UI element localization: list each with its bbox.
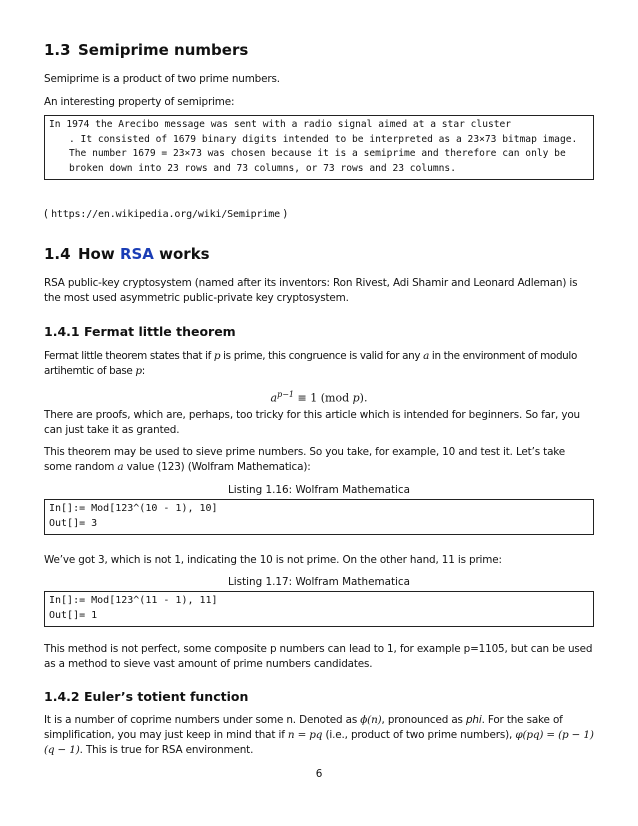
- fermat-statement: Fermat little theorem states that if p is prime, this congruence is valid for any a in the environment of modulo artihemtic of base p:: [44, 350, 577, 377]
- title-suffix: works: [153, 245, 210, 263]
- section-1-3-heading: [44, 40, 594, 60]
- section-1-4-2-heading: [44, 688, 594, 706]
- rsa-link[interactable]: RSA: [119, 245, 154, 263]
- code-line: In[]:= Mod[123^(10 - 1), 10]: [49, 503, 218, 514]
- subsection-number: 1.4.2: [44, 689, 80, 704]
- code-line: Out[]= 1: [49, 609, 98, 621]
- subsection-number: 1.4.1: [44, 324, 80, 339]
- source-line: [44, 207, 594, 222]
- listing-caption-1-16: Listing 1.16: Wolfram Mathematica: [227, 484, 411, 496]
- quote-continuation: . It consisted of 1679 binary digits intended to be interpreted as a 23×73 bitmap image. The number 1679 = 23×73 was chosen because it is a semiprime and therefore can only be broken down into 23 rows and 73 columns, or 73 rows and 23 columns.: [69, 133, 578, 174]
- listing-1-17-code: [44, 591, 594, 627]
- method-limitation-paragraph: This method is not perfect, some composite p numbers can lead to 1, for example p=1105, but can be used as a method to sieve vast amount of prime numbers candidates.: [44, 643, 593, 670]
- section-number: 1.3: [44, 41, 71, 59]
- arecibo-quote-box: [44, 115, 594, 180]
- section-number: 1.4: [44, 245, 71, 263]
- section-title: Semiprime numbers: [78, 41, 249, 59]
- sieve-paragraph: This theorem may be used to sieve prime numbers. So you take, for example, 10 and test it. Let’s take some random a value (123) (Wolfram Mathematica):: [44, 446, 566, 473]
- quote-first-line: In 1974 the Arecibo message was sent with a radio signal aimed at a star cluster: [49, 119, 512, 130]
- subsection-title: Fermat little theorem: [84, 324, 236, 339]
- listing-caption-1-17: Listing 1.17: Wolfram Mathematica: [227, 576, 411, 588]
- code-line: In[]:= Mod[123^(11 - 1), 11]: [49, 595, 218, 606]
- section-1-4-heading: [44, 244, 594, 264]
- subsection-title: Euler’s totient function: [84, 689, 249, 704]
- listing-1-16-code: [44, 499, 594, 535]
- source-url[interactable]: https://en.wikipedia.org/wiki/Semiprime: [51, 209, 281, 220]
- fermat-formula: $a^{p-1} \equiv 1$ (mod p).: [270, 390, 368, 405]
- paren-open: (: [44, 208, 52, 220]
- page-number: 6: [315, 768, 323, 780]
- title-prefix: How: [78, 245, 120, 263]
- semiprime-property-intro: An interesting property of semiprime:: [44, 96, 235, 108]
- euler-paragraph: It is a number of coprime numbers under some n. Denoted as ϕ(n), pronounced as phi. For the sake of simplification, you may just keep in mind that if n = pq (i.e., product of two prime numbers), φ(pq) = (p − 1)(q − 1). This is true for RSA environment.: [44, 714, 594, 756]
- section-1-4-1-heading: [44, 323, 594, 341]
- proof-note-paragraph: There are proofs, which are, perhaps, too tricky for this article which is intended for beginners. So far, you can just take it as granted.: [44, 409, 580, 436]
- code-line: Out[]= 3: [49, 517, 98, 529]
- paren-close: ): [280, 208, 288, 220]
- rsa-intro-paragraph: RSA public-key cryptosystem (named after its inventors: Ron Rivest, Adi Shamir and Leonard Adleman) is the most used asymmetric public-private key cryptosystem.: [44, 277, 578, 304]
- result-paragraph: We’ve got 3, which is not 1, indicating the 10 is not prime. On the other hand, 11 is prime:: [44, 554, 502, 566]
- semiprime-definition: Semiprime is a product of two prime numbers.: [44, 73, 280, 85]
